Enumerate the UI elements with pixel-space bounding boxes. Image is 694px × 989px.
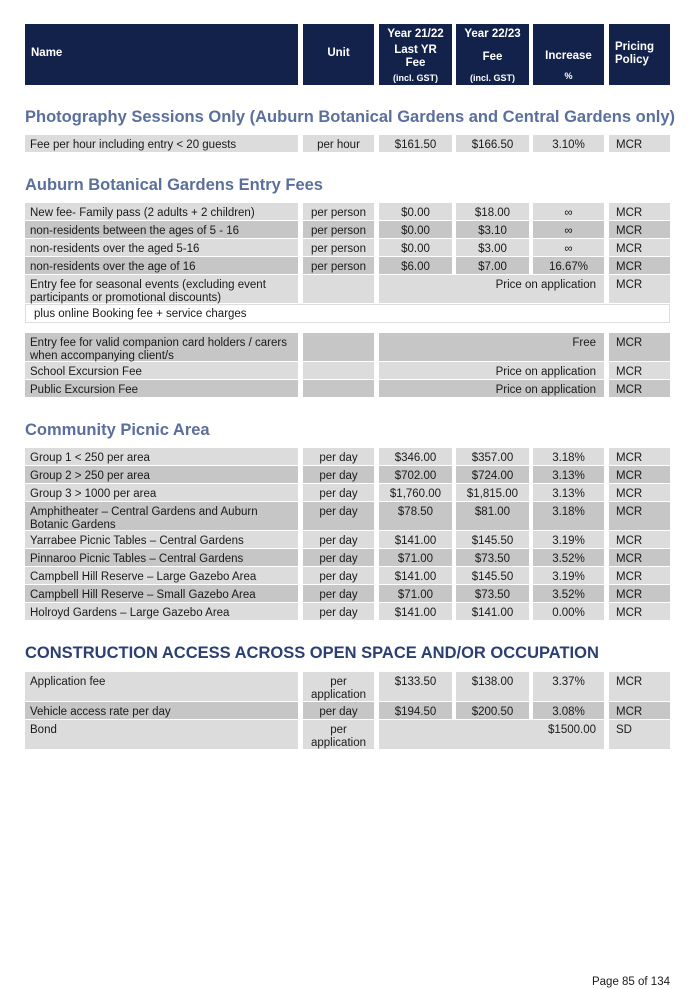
col-header-unit: Unit (303, 24, 374, 85)
col-header-name: Name (25, 24, 298, 85)
row-name: Entry fee for seasonal events (excluding event participants or promotional discounts) (25, 275, 298, 303)
row-name: Holroyd Gardens – Large Gazebo Area (25, 603, 298, 620)
row-unit: per day (303, 702, 374, 719)
row-unit: per application (303, 720, 374, 749)
last-year-sub: Last YR (394, 44, 437, 56)
row-fee: $7.00 (456, 257, 529, 274)
increase-pct: % (564, 71, 573, 81)
row-policy: MCR (609, 239, 670, 256)
row-fee: $73.50 (456, 549, 529, 566)
row-fee: $166.50 (456, 135, 529, 152)
fee-year-label: Year 22/23 (464, 28, 521, 40)
row-fee: $1,815.00 (456, 484, 529, 501)
row-increase: 3.13% (533, 466, 604, 483)
row-policy: MCR (609, 484, 670, 501)
row-increase: 3.18% (533, 502, 604, 530)
row-name: Application fee (25, 672, 298, 701)
row-policy: MCR (609, 585, 670, 602)
row-increase: 3.52% (533, 549, 604, 566)
row-name: Public Excursion Fee (25, 380, 298, 397)
row-increase: 3.37% (533, 672, 604, 701)
increase-label: Increase (545, 50, 592, 62)
row-increase: ∞ (533, 203, 604, 220)
row-unit (303, 362, 374, 379)
row-policy: SD (609, 720, 670, 749)
row-increase: 16.67% (533, 257, 604, 274)
policy-label-1: Pricing (615, 41, 654, 53)
row-policy: MCR (609, 672, 670, 701)
row-policy: MCR (609, 466, 670, 483)
row-last-fee: $1,760.00 (379, 484, 452, 501)
fee-gst: (incl. GST) (470, 73, 515, 83)
row-policy: MCR (609, 502, 670, 530)
row-policy: MCR (609, 448, 670, 465)
row-unit: per day (303, 603, 374, 620)
row-increase: ∞ (533, 239, 604, 256)
row-fee: $145.50 (456, 531, 529, 548)
row-fee: $3.10 (456, 221, 529, 238)
row-unit: per day (303, 567, 374, 584)
row-unit: per day (303, 585, 374, 602)
row-last-fee: $71.00 (379, 549, 452, 566)
section-title-picnic: Community Picnic Area (25, 421, 210, 439)
row-policy: MCR (609, 203, 670, 220)
row-increase: 3.52% (533, 585, 604, 602)
row-name: Pinnaroo Picnic Tables – Central Gardens (25, 549, 298, 566)
row-last-fee: $0.00 (379, 239, 452, 256)
page-number: Page 85 of 134 (591, 976, 670, 988)
row-fee: $73.50 (456, 585, 529, 602)
section-title-construction: CONSTRUCTION ACCESS ACROSS OPEN SPACE AND/OR OCCUPATION (25, 644, 599, 662)
row-unit: per day (303, 466, 374, 483)
row-name: Vehicle access rate per day (25, 702, 298, 719)
row-policy: MCR (609, 221, 670, 238)
row-unit: per day (303, 531, 374, 548)
row-policy: MCR (609, 362, 670, 379)
row-policy: MCR (609, 333, 670, 361)
row-name: Group 2 > 250 per area (25, 466, 298, 483)
row-price-span: Price on application (379, 275, 604, 303)
col-header-fee (456, 24, 529, 85)
row-last-fee: $194.50 (379, 702, 452, 719)
row-fee: $18.00 (456, 203, 529, 220)
row-last-fee: $702.00 (379, 466, 452, 483)
row-unit: per day (303, 549, 374, 566)
row-name: Yarrabee Picnic Tables – Central Gardens (25, 531, 298, 548)
row-unit: per person (303, 239, 374, 256)
section-title-photography: Photography Sessions Only (Auburn Botanical Gardens and Central Gardens only) (25, 108, 676, 126)
row-name: non-residents over the aged 5-16 (25, 239, 298, 256)
row-fee: $724.00 (456, 466, 529, 483)
row-name: Bond (25, 720, 298, 749)
row-last-fee: $78.50 (379, 502, 452, 530)
row-unit: per person (303, 221, 374, 238)
row-increase: 3.10% (533, 135, 604, 152)
row-policy: MCR (609, 275, 670, 303)
row-policy: MCR (609, 531, 670, 548)
row-policy: MCR (609, 135, 670, 152)
row-name: School Excursion Fee (25, 362, 298, 379)
row-name: non-residents between the ages of 5 - 16 (25, 221, 298, 238)
row-last-fee: $161.50 (379, 135, 452, 152)
row-last-fee: $0.00 (379, 203, 452, 220)
row-last-fee: $133.50 (379, 672, 452, 701)
row-unit: per day (303, 502, 374, 530)
row-last-fee: $141.00 (379, 567, 452, 584)
row-policy: MCR (609, 380, 670, 397)
row-name: Campbell Hill Reserve – Small Gazebo Area (25, 585, 298, 602)
row-name: Fee per hour including entry < 20 guests (25, 135, 298, 152)
last-year-fee: Fee (405, 57, 426, 69)
row-unit: per day (303, 448, 374, 465)
row-increase: 0.00% (533, 603, 604, 620)
row-unit: per application (303, 672, 374, 701)
row-fee: $138.00 (456, 672, 529, 701)
policy-label-2: Policy (615, 54, 649, 66)
row-last-fee: $6.00 (379, 257, 452, 274)
row-last-fee: $0.00 (379, 221, 452, 238)
row-fee: $141.00 (456, 603, 529, 620)
row-policy: MCR (609, 603, 670, 620)
last-year-label: Year 21/22 (387, 28, 444, 40)
col-header-increase (533, 24, 604, 85)
row-name: Group 1 < 250 per area (25, 448, 298, 465)
row-price-span: Free (379, 333, 604, 361)
row-name: New fee- Family pass (2 adults + 2 children) (25, 203, 298, 220)
row-policy: MCR (609, 257, 670, 274)
row-increase: 3.18% (533, 448, 604, 465)
row-fee: $145.50 (456, 567, 529, 584)
row-fee: $3.00 (456, 239, 529, 256)
row-fee: $200.50 (456, 702, 529, 719)
row-name: Entry fee for valid companion card holders / carers when accompanying client/s (25, 333, 298, 361)
row-policy: MCR (609, 567, 670, 584)
row-increase: 3.08% (533, 702, 604, 719)
row-unit (303, 380, 374, 397)
row-unit: per hour (303, 135, 374, 152)
row-increase: ∞ (533, 221, 604, 238)
row-unit: per day (303, 484, 374, 501)
row-unit (303, 333, 374, 361)
row-fee: $357.00 (456, 448, 529, 465)
row-price-span: $1500.00 (379, 720, 604, 749)
row-unit: per person (303, 203, 374, 220)
row-price-span: Price on application (379, 362, 604, 379)
row-policy: MCR (609, 702, 670, 719)
col-header-last-year (379, 24, 452, 85)
booking-fee-note: plus online Booking fee + service charges (25, 304, 670, 323)
row-name: Amphitheater – Central Gardens and Auburn Botanic Gardens (25, 502, 298, 530)
fee-label: Fee (482, 51, 503, 63)
row-name: Group 3 > 1000 per area (25, 484, 298, 501)
col-header-policy (609, 24, 670, 85)
section-title-auburn-entry: Auburn Botanical Gardens Entry Fees (25, 176, 323, 194)
row-last-fee: $141.00 (379, 603, 452, 620)
row-unit: per person (303, 257, 374, 274)
row-increase: 3.19% (533, 567, 604, 584)
last-year-gst: (incl. GST) (393, 73, 438, 83)
row-policy: MCR (609, 549, 670, 566)
row-fee: $81.00 (456, 502, 529, 530)
row-increase: 3.13% (533, 484, 604, 501)
row-name: Campbell Hill Reserve – Large Gazebo Area (25, 567, 298, 584)
row-last-fee: $346.00 (379, 448, 452, 465)
row-name: non-residents over the age of 16 (25, 257, 298, 274)
row-last-fee: $141.00 (379, 531, 452, 548)
row-increase: 3.19% (533, 531, 604, 548)
row-unit (303, 275, 374, 303)
row-last-fee: $71.00 (379, 585, 452, 602)
row-price-span: Price on application (379, 380, 604, 397)
